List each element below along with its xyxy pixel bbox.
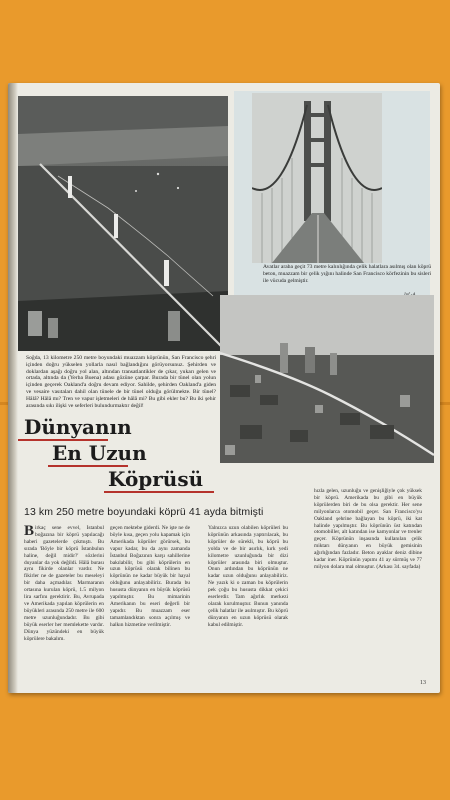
headline-line-3: Köprüsü bbox=[108, 467, 204, 491]
page-number: 13 bbox=[420, 680, 426, 686]
aerial-bridge-photo bbox=[18, 96, 228, 351]
magazine-page bbox=[8, 83, 440, 693]
headline-line-2: En Uzun bbox=[52, 441, 147, 465]
article-column-1 bbox=[24, 525, 104, 685]
article-subtitle: 13 km 250 metre boyundaki köprü 41 ayda bitmişti bbox=[24, 506, 264, 518]
article-column-2: geçen mektebe giderdi. Ne işte ne de böyle kısa, geçen yolu kapamak için Amerikada köprüler görürsek, bu vapur kadar, bu da aynı zamanda İstanbul Boğazının karşı sahillerine bakılabilir, bu gibi köprülerin en uzun köprüsü olarak bilinen bu köprünün ne kadar büyük bir hayal olduğunu anlayabiliriz. Burada bu hususta dünyanın en büyük köprüsü yapılmıştır. Bu mimarinin Amerikanın bu eseri değerli bir yapıdır. Bu muazzam eser tamamlandıktan sonra açılmış ve halkın hizmetine verilmiştir. bbox=[110, 525, 190, 628]
tower-photo-caption: Avatlar araba geçit 73 metre kalınlığında çelik halatlara asılmış olan köprü beton, muazzam bir çelik yığını halinde San Francisco körfezinin bu sisleri ile vücuda gelmiştir. bbox=[263, 264, 431, 284]
headline-rule-2 bbox=[48, 465, 128, 467]
bridge-tower-photo bbox=[252, 93, 382, 263]
page-binding bbox=[8, 83, 18, 693]
city-bridge-photo bbox=[220, 295, 434, 463]
headline-rule-3 bbox=[104, 491, 214, 493]
column-1-text: irkaç sene evvel, İstanbul boğazına bir köprü yapılacağı haberi gazetelerde çıkmıştı. Bu sırada 'Böyle bir köprü İstanbulun haline, değil midir?' sözlerini duyanlar da yok değildi. Hâlâ burası aynı fikirde olanlar vardır. Ne fikirler ne de gazeteler bu meseleyi bir daha açmadılar. Marmaranın ortasına kurulan köprü, 1.5 milyon lira sarfını gerektirir. Bu, Avrupada ve Amerikada yapılan köprülerin en büyükleri arasında 250 metre ile 600 metre uzunluğundadır. Bu gibi büyük eserler her memlekette vardır. Dünya yüzündeki en büyük köprülere bakalım. bbox=[24, 525, 104, 642]
headline-rule-1 bbox=[18, 439, 108, 441]
headline bbox=[24, 415, 219, 491]
article-column-3: Yalnızca uzun olabilen köprüleri bu köprünün arkasında yaptırılacak, bu köprüler de sürekli, bu köprü bu yolda ve de bir asırlık, kırk yedi kilometre uzunluğunda bir dizi köprüler arasında biri olmuştur. Onun ardından bu köprünün ne kadar uzun olduğunu anlayabiliriz. Ne yazık ki o zaman bu köprülerin pek çoğu bu hususta dikkat çekici eserlerdir. Tam ağırlık merkezi olarak kurulmuştur. Bunun yanında çelik halatlar ile asılmıştır. Bu köprü dünyanın en uzun köprüsü olarak kabul edilmiştir. bbox=[208, 525, 288, 628]
article-column-4: hızla gelen, uzunluğu ve genişliğiyle çok yüksek bir köprü. Amerikada bu gibi en büyük köprülerden biri de bu olsa gerektir. Her sene milyonlarca otomobil geçer. San Francisco'yu Oakland şehrine bağlayan bu köprü, iki kat halinde yapılmıştır. Bu köprünün üst katından otomobiller, alt katından ise kamyonlar ve trenler geçer. Köprünün inşasında kullanılan çelik miktarı dünyanın en büyük gemisinin ağırlığından fazladır. Beton ayaklar deniz dibine kadar iner. Köprünün yapımı 41 ay sürmüş ve 77 milyon dolara mal olmuştur. (Arkası 34. sayfada) bbox=[314, 488, 422, 570]
main-photo-caption: Soğda, 13 kilometre 250 metre boyundaki muazzam köprünün, San Francisco şehri içinden doğru yükselen yollarla nasıl bağlandığını görüyorsunuz. Şehirden ve doklardan aşağı doğru yol alan, altından transatlantikler de çıkar, yukarı gelen ve ortada, altında da (Yerba Buena) adası gözüne çarpar. Burada bir tünel olan yolun içinden geçerek Oakland'a doğru devam ediyor. Sahilde, şehirden Oakland'a giden ve vesaire vasıtaları dahil olan tünele de bir tünel olduğu görülmekte. Bir tünel? Hâlâ? Hâlâ mı? Tren ve vapur işletmeleri de hâlâ mi? Bu gibi ekler bu? Bu iki şehir arasında sıkı ilişki ve seferleri bulundurmaktır değil! bbox=[26, 355, 216, 409]
headline-line-1: Dünyanın bbox=[24, 415, 132, 439]
drop-cap: B bbox=[24, 525, 35, 539]
